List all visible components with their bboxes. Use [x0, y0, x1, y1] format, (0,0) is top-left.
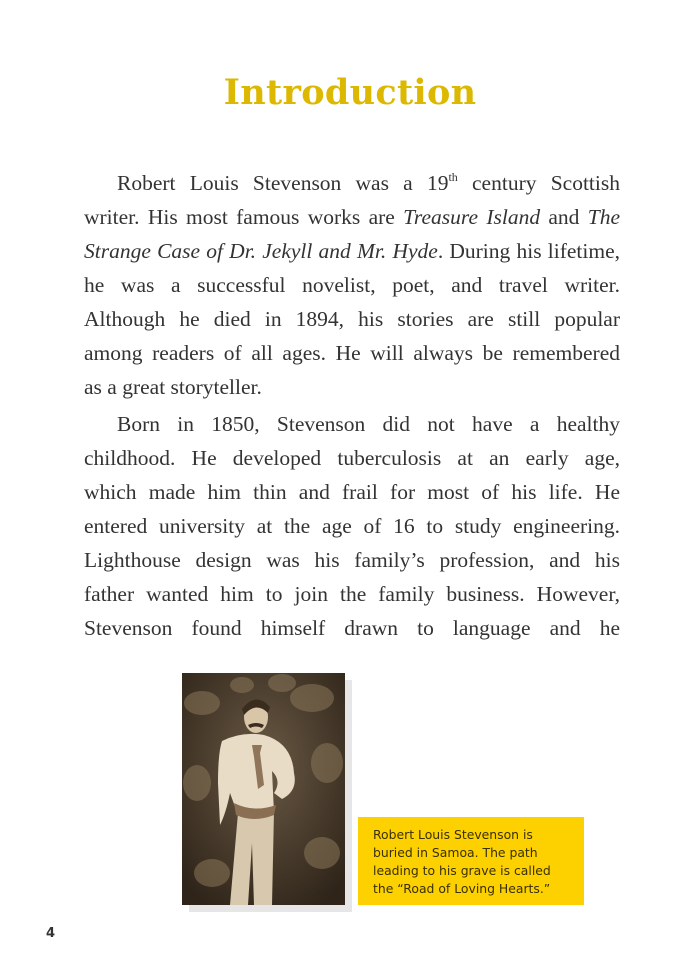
text-line: [84, 370, 620, 404]
page-title: Introduction: [223, 72, 477, 113]
text-segment: Stevenson found himself drawn to language and he: [84, 616, 620, 640]
caption-box: Robert Louis Stevenson is buried in Samoa. The path leading to his grave is called the “Road of Loving Hearts.”: [358, 817, 584, 905]
text-line: [84, 336, 620, 370]
line-content: [84, 480, 620, 504]
text-segment: childhood. He developed tuberculosis at an early age,: [84, 446, 620, 470]
text-line: [84, 302, 620, 336]
line-content: [84, 616, 620, 640]
line-content: [84, 582, 620, 606]
stevenson-photo: [182, 673, 345, 905]
text-segment: Lighthouse design was his family’s profession, and his: [84, 548, 620, 572]
line-content: [84, 205, 620, 229]
line-content: [84, 514, 620, 538]
line-content: [84, 273, 620, 297]
text-segment: Robert Louis Stevenson was a 19: [117, 171, 449, 195]
text-line: [84, 200, 620, 234]
line-content: [84, 239, 620, 263]
italic-title: Strange Case of Dr. Jekyll and Mr. Hyde: [84, 239, 438, 263]
text-line: [84, 509, 620, 543]
text-segment: entered university at the age of 16 to study engineering.: [84, 514, 620, 538]
text-segment: which made him thin and frail for most of his life. He: [84, 480, 620, 504]
text-segment: father wanted him to join the family business. However,: [84, 582, 620, 606]
italic-title: Treasure Island: [403, 205, 541, 229]
body-text: [84, 166, 620, 648]
text-line: [84, 441, 620, 475]
text-line: [84, 543, 620, 577]
line-content: [84, 307, 620, 331]
text-segment: century Scottish: [457, 171, 620, 195]
text-line: [84, 577, 620, 611]
text-line: [84, 475, 620, 509]
line-content: [117, 171, 620, 195]
line-content: [84, 446, 620, 470]
paragraph: [84, 407, 620, 645]
text-segment: he was a successful novelist, poet, and travel writer.: [84, 273, 620, 297]
line-content: [84, 375, 262, 399]
text-segment: among readers of all ages. He will always be remembered: [84, 341, 620, 365]
text-segment: and: [540, 205, 588, 229]
text-segment: writer. His most famous works are: [84, 205, 404, 229]
superscript: th: [448, 170, 458, 184]
text-line: [84, 234, 620, 268]
text-segment: as a great storyteller.: [84, 375, 262, 399]
text-line: [84, 166, 620, 200]
line-content: [84, 548, 620, 572]
text-line: [84, 407, 620, 441]
line-content: [84, 341, 620, 365]
text-line: [84, 268, 620, 302]
text-segment: Born in 1850, Stevenson did not have a healthy: [117, 412, 620, 436]
page-number: 4: [46, 926, 56, 941]
line-content: [117, 412, 620, 436]
text-segment: . During his lifetime,: [437, 239, 620, 263]
text-segment: Although he died in 1894, his stories are still popular: [84, 307, 620, 331]
italic-title: The: [587, 205, 620, 229]
paragraph: [84, 166, 620, 404]
text-line: [84, 611, 620, 645]
